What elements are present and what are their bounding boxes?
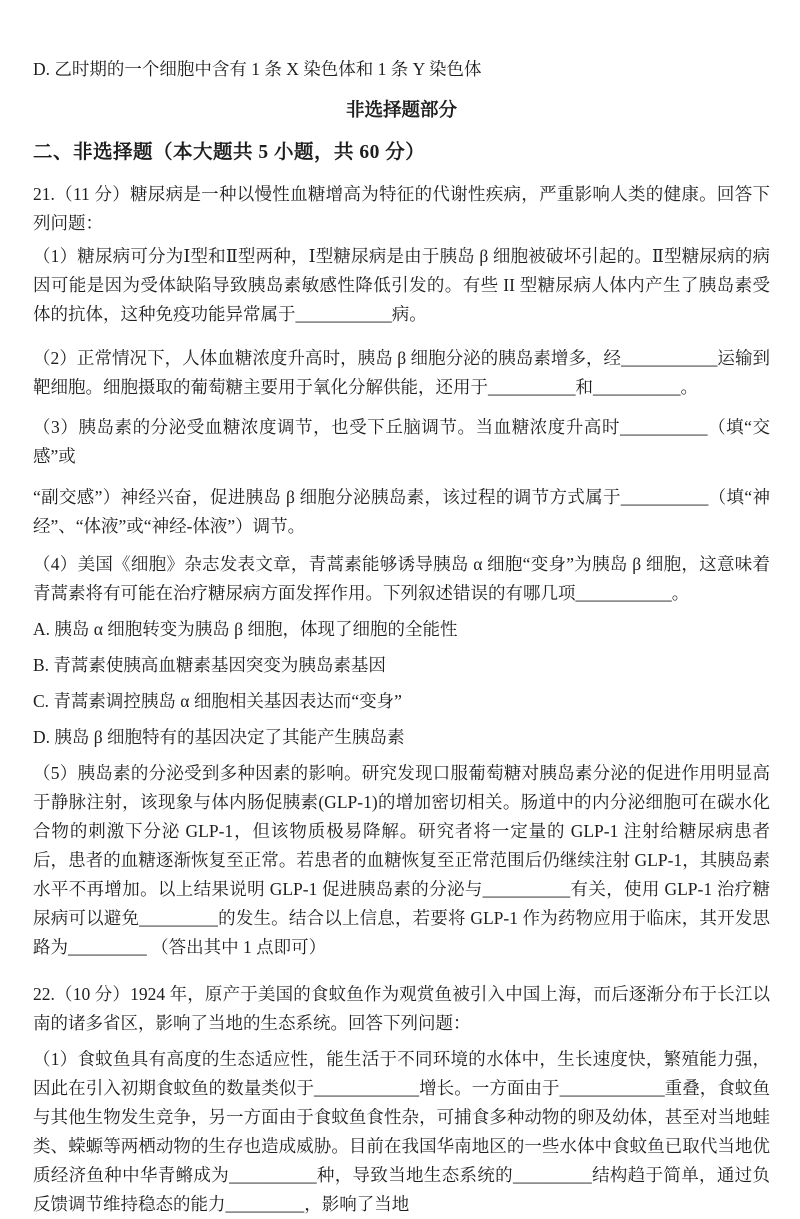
q21-option-d: D. 胰岛 β 细胞特有的基因决定了其能产生胰岛素	[33, 727, 405, 747]
question-22-stem: 22.（10 分）1924 年，原产于美国的食蚊鱼作为观赏鱼被引入中国上海，而后逐渐分布于长江以南的诸多省区，影响了当地的生态系统。回答下列问题：	[33, 984, 770, 1033]
q21-part-2: （2）正常情况下，人体血糖浓度升高时，胰岛 β 细胞分泌的胰岛素增多，经___________运输到靶细胞。细胞摄取的葡萄糖主要用于氧化分解供能，还用于__________和__________。	[33, 348, 770, 397]
q21-part-3-line-1: （3）胰岛素的分泌受血糖浓度调节，也受下丘脑调节。当血糖浓度升高时__________（填“交感”或	[33, 417, 770, 466]
q21-option-b: B. 青蒿素使胰高血糖素基因突变为胰岛素基因	[33, 655, 386, 675]
section-title: 非选择题部分	[345, 101, 457, 121]
section-heading: 二、非选择题（本大题共 5 小题，共 60 分）	[33, 142, 426, 163]
option-d-remnant-line: D. 乙时期的一个细胞中含有 1 条 X 染色体和 1 条 Y 染色体	[33, 59, 482, 79]
q21-option-c: C. 青蒿素调控胰岛 α 细胞相关基因表达而“变身”	[33, 691, 402, 711]
q21-option-a: A. 胰岛 α 细胞转变为胰岛 β 细胞，体现了细胞的全能性	[33, 619, 458, 639]
q21-part-1: （1）糖尿病可分为Ⅰ型和Ⅱ型两种，Ⅰ型糖尿病是由于胰岛 β 细胞被破坏引起的。Ⅱ型糖尿病的病因可能是因为受体缺陷导致胰岛素敏感性降低引发的。有些 II 型糖尿病人体内产生了胰岛素受体的抗体，这种免疫功能异常属于___________病。	[33, 246, 770, 324]
q21-part-5: （5）胰岛素的分泌受到多种因素的影响。研究发现口服葡萄糖对胰岛素分泌的促进作用明显高于静脉注射，该现象与体内肠促胰素(GLP-1)的增加密切相关。肠道中的内分泌细胞可在碳水化合物的刺激下分泌 GLP-1，但该物质极易降解。研究者将一定量的 GLP-1 注射给糖尿病患者后，患者的血糖逐渐恢复至正常。若患者的血糖恢复至正常范围后仍继续注射 GLP-1，其胰岛素水平不再增加。以上结果说明 GLP-1 促进胰岛素的分泌与__________有关，使用 GLP-1 治疗糖尿病可以避免_________的发生。结合以上信息，若要将 GLP-1 作为药物应用于临床，其开发思路为_________ （答出其中 1 点即可）	[33, 763, 770, 957]
q21-part-4: （4）美国《细胞》杂志发表文章，青蒿素能够诱导胰岛 α 细胞“变身”为胰岛 β 细胞，这意味着青蒿素将有可能在治疗糖尿病方面发挥作用。下列叙述错误的有哪几项___________。	[33, 554, 770, 603]
q21-part-3-line-2: “副交感”）神经兴奋，促进胰岛 β 细胞分泌胰岛素，该过程的调节方式属于__________（填“神经”、“体液”或“神经-体液”）调节。	[33, 487, 770, 536]
question-21-stem: 21.（11 分）糖尿病是一种以慢性血糖增高为特征的代谢性疾病，严重影响人类的健康。回答下列问题：	[33, 184, 770, 233]
q22-part-1: （1）食蚊鱼具有高度的生态适应性，能生活于不同环境的水体中，生长速度快，繁殖能力强，因此在引入初期食蚊鱼的数量类似于____________增长。一方面由于____________重叠，食蚊鱼与其他生物发生竞争，另一方面由于食蚊鱼食性杂，可捕食多种动物的卵及幼体，甚至对当地蛙类、蝾螈等两栖动物的生存也造成威胁。目前在我国华南地区的一些水体中食蚊鱼已取代当地优质经济鱼种中华青鳉成为__________种，导致当地生态系统的_________结构趋于简单，通过负反馈调节维持稳态的能力_________，影响了当地	[33, 1049, 770, 1214]
